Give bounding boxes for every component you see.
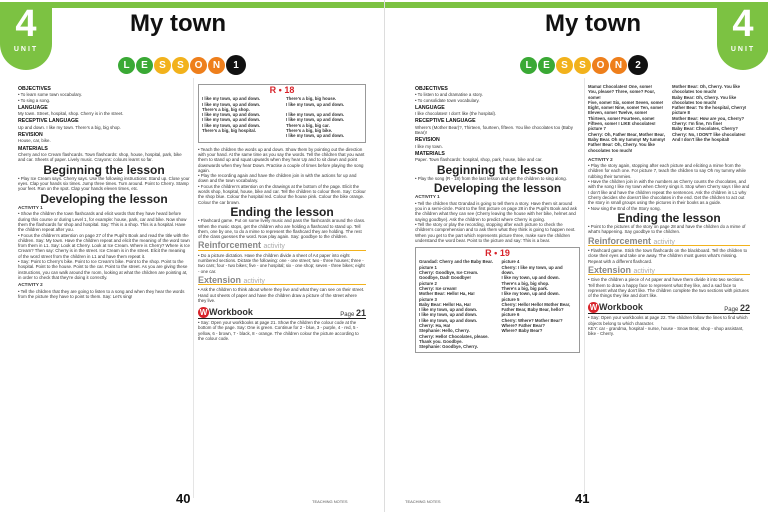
recording-label: R • 19 [485,248,510,259]
song-box [198,84,366,143]
header-bar [385,2,719,8]
activity1-text: • Show the children the town flashcards and elicit words that they have heard before during this course or during Level 1, for example: house, park, car and bike. Now show them the flashcards for shop and hospital. Say: This is a shop. This is a hospital. Have the children repeat after you. • Focus the children's attention on page 27 of the Pupil's Book and read the title with the children. Say: My town. Have the children repeat and elicit the meaning of the word town from them in L1. Say: Look at Cherry. Look at Ice Cream. Where is Cherry? Where is Ice Cream? Then say: Cherry is in the street. Ice Cream is in the street. Elicit the meaning of the word street from the children in L1 and have them repeat it. • Say: Point to Cherry's bike. Point to Ice Cream's bike. Point to the shop. Point to the hospital. Point to the house. Point to the car. Point to the street. As you are giving these instructions, you can walk around the room, looking at what the children are pointing at, in order to check that they're doing it correctly. [18,211,190,280]
lesson-letter: E [136,57,153,74]
extension-heading: Extension activity [588,268,750,275]
footer-notes: TEACHING NOTES [405,499,441,504]
extension-heading: Extension activity [198,278,366,285]
page-number: 41 [575,491,590,506]
lesson-label [520,57,648,75]
activity2-heading: ACTIVITY 2 [588,156,613,162]
lesson-letter: N [610,57,627,74]
language-text: My town. Street, hospital, shop. Cherry is in the street. [18,111,124,117]
objective-item: • To sing a song. [18,97,51,103]
activity2-text: • Play the story again, stopping after each picture and eliciting a mime from the children for each one. For picture 7, teach the children to say Oh my tummy while rubbing their tummies. • Have the children join in with the numbers as Cherry counts the chocolates, and with the song I like my town when Cherry sings it. Stop when Cherry says I like and I don't like and have the children repeat the sentences. Ask the children in L1 why Cherry decides she doesn't like chocolates in the end. Get the children to act out the story in small groups using the pictures in their books as a guide. • Now sing the End of the Story song. [588,163,750,211]
workbook-page: Page 22 [724,303,750,314]
workbook-page: Page 21 [340,307,366,318]
lesson-letter: S [556,57,573,74]
story-script-1: Grandad: Cherry and the Baby Bear. picture 1 Cherry: Goodbye, Ice Cream. Goodbye, Dad! Goodbye! picture 2 Cherry: Ice cream! Mother Bear: Hello! Ha, Ha! picture 3 Baby Bear: Hello! Ha, Ha! I like my town, up and down. I like my town, up and down. I like my town, up and down. Cherry: Ha, Ha! Stephanie: Hello, Cherry. Cherry: Hello! Chocolates, please. Thank you. Goodbye. Stephanie: Goodbye, Cherry. [419,259,494,350]
revision-heading: REVISION [18,132,43,139]
revision-text: I like my town. [415,143,443,149]
lesson-letter: L [520,57,537,74]
right-column [198,84,366,341]
materials-text: Cherry and Ice Cream flashcards. Town flashcards: shop, house, hospital, park, bike and car. Sheets of paper. Lively music. Crayons: colours learnt so far. [18,151,182,163]
language-text: I like chocolates! I don't like (the hospital). [415,111,497,117]
activity2-text: • Tell the children that they are going to listen to a song and when they hear the words from the picture they have to point to them. Say: Let's sing! [18,288,185,299]
materials-heading: MATERIALS [18,145,48,152]
lesson-label [118,57,246,75]
workbook-section [198,307,366,341]
lesson-letter: N [208,57,225,74]
left-column [415,84,580,357]
revision-heading: REVISION [415,137,440,144]
materials-heading: MATERIALS [415,150,445,157]
extension-text: • Ask the children to think about where they live and what they can see on their street. Hand out sheets of paper and have the children draw a picture of the street where they live. [198,287,365,303]
page-title: My town [545,10,641,37]
lesson-letter: S [172,57,189,74]
receptive-heading: RECEPTIVE LANGUAGE [415,118,476,125]
beginning-text: • Play Ice Cream says. Cherry says. Use the following instructions: Stand up. Close your eyes. Clap your hands six times. Jump three times. Turn around. Point to Cherry. Stamp your feet. Run on the spot. Clap your hands eleven times, etc. [18,175,190,192]
page-number: 40 [176,491,191,506]
receptive-heading: RECEPTIVE LANGUAGE [18,118,79,125]
workbook-text: • Say: Open your workbooks at page 22. The children follow the lines to find which objects belong to which character. KEY: car - grandma, hospital - nurse, house - Snow Bear, shop - shop assistant, bike - Cherry. [588,315,748,337]
reinforcement-heading: Reinforcement activity [588,239,750,246]
lesson-letter: O [592,57,609,74]
objectives-heading: OBJECTIVES [415,86,448,92]
column-divider [584,78,585,498]
reinforcement-text: • Flashcard game. Stick the town flashcards on the blackboard. Tell the children to close their eyes and take one away. The children must guess what's missing. Repeat with a different flashcard. [588,248,748,264]
unit-badge [0,2,52,70]
story-script-4: Mother Bear: Oh, Cherry. You like chocolates too much! Baby Bear: Oh, Cherry. You like chocolates too much! Father Bear: To the hospital, Cherry! picture 8 Mother Bear: How are you, Cherry? Cherry: I'm fine, I'm fine! Baby Bear: Chocolates, Cherry? Cherry: No, I DON'T like chocolates! And I don't like the hospital! [672,84,747,142]
story-script-cont [588,84,750,153]
unit-badge [717,2,768,70]
lesson-letter: S [574,57,591,74]
beginning-heading: Beginning the lesson [43,162,165,177]
language-heading: LANGUAGE [18,104,48,111]
objective-item: • To learn some town vocabulary. [18,92,83,98]
developing-heading: Developing the lesson [40,191,168,206]
workbook-icon: W [589,303,598,313]
lesson-letter: L [118,57,135,74]
objective-item: • To consolidate town vocabulary. [415,97,480,103]
reinforcement-text: • Do a picture dictation. Have the children divide a sheet of A4 paper into eight numbered sections. Dictate the following: one - one street; two - three houses; three - two cars; four - two bikes; five - one hospital; six - one shop; seven - three bikes; eight - one car. [198,252,365,274]
activity1-text: • Tell the children that Grandad is going to tell them a story. Have them sit around you in a semi-circle. Point to the first picture on page 28 in the Pupil's Book and ask the children what they can see (Cherry leaving the house with her bike, helmet and saying goodbye). Ask the children to predict where Cherry is going. • Tell the story or play the recording, stopping after each picture to check the children's comprehension and to ask them what they think is going to happen next. When you get to the part which represents picture three, make sure the children understand the word bear. Point to the picture and say: This is a bear. [415,200,577,243]
workbook-icon: W [199,308,208,318]
activity1-heading: ACTIVITY 1 [18,205,43,211]
lesson-number: 2 [628,55,648,75]
ending-text: • Flashcard game. Put on some lively music and pass the flashcards around the class. When the music stops, get the children who are holding a flashcard to stand up. Tell them, one by one, to do a mime to represent the flashcard they are holding. The rest of the class guesses the word. Now play again. Say: goodbye to the children. [198,218,366,240]
lesson-number: 1 [226,55,246,75]
story-box [415,247,580,353]
activity1-heading: ACTIVITY 1 [415,194,440,200]
developing-heading: Developing the lesson [433,181,562,196]
objectives-heading: OBJECTIVES [18,86,51,92]
beginning-text: • Play the song (R - 18) from the last lesson and get the children to sing along. [415,175,567,181]
extension-text: • Give the children a piece of A4 paper and have them divide it into two sections. Tell them to draw a happy face to represent what they like, and a sad face to represent what they don't like. The children complete the two sections with pictures of the things they like and don't like. [588,277,749,299]
beginning-heading: Beginning the lesson [436,162,559,177]
right-column [588,84,750,337]
song-instructions: • Teach the children the words up and down. Show them by pointing out the direction with your hand. At the same time as you say the words. Tell the children that you want them to stand up and squat upwards when they hear Up and to sit down and point downwards when they hear Down. Practise a couple of times before playing the song again. • Play the recording again and have the children join in with the actions for up and down and the town vocabulary. • Focus the children's attention on the drawings at the bottom of the page. Elicit the words shop, hospital, house, bike and car. Tell the children to colour them. Say: Colour the shop blue. Colour the hospital red. Colour the house pink. Colour the bike orange. Colour the car brown. [198,146,366,205]
left-column [18,84,190,299]
workbook-heading: W Workbook [589,302,643,313]
receptive-text: Where's (Mother Bear)?, Thirteen, fourteen, fifteen. You like chocolates too (Baby Bear)! [415,124,573,136]
recording-label: R • 18 [269,85,295,95]
ending-text: • Point to the pictures of the story on page 28 and have the children do a mime of what's happening. Say goodbye to the children. [588,224,746,235]
unit-word: UNIT [13,46,39,53]
unit-number: 4 [15,3,37,45]
workbook-text: • Say: Open your workbooks at page 21. Show the children the colour code at the bottom of the page. Say: One is green. Continue for 2 - blue, 3 - purple, 4 - red, 5 - yellow, 6 - brown, 7 - black, 8 - orange. The children colour the picture according to the colour code. [198,320,359,341]
column-divider [193,78,194,498]
materials-text: Paper. Town flashcards: hospital, shop, park, house, bike and car. [415,157,543,163]
language-heading: LANGUAGE [415,104,445,111]
header-bar [50,2,384,8]
story-script-2: picture 4 Cherry: I like my town, up and down. I like my town, up and down. There's a big, big shop. There's a big, big park. I like my town, up and down. picture 5 Cherry: Hello! Hello! Mother Bear, Father Bear, Baby Bear, hello? picture 6 Cherry: Where? Mother Bear? Where? Father Bear? Where? Baby Bear? [501,259,571,334]
revision-text: House, car, bike. [18,138,51,144]
song-lyrics-1: I like my town, up and down. I like my town, up and down. There's a big, big shop. I like my town, up and down. I like my town, up and down. I like my town, up and down. There's a big, big hospital. [202,96,261,134]
lesson-letter: E [538,57,555,74]
unit-word: UNIT [730,46,756,53]
ending-heading: Ending the lesson [230,204,334,219]
song-lyrics-2: There's a big, big house. I like my town, up and down. I like my town, up and down. I like my town, up and down. There's a big, big car. There's a big, big bike. I like my town, up and down. [286,96,345,139]
right-page [384,0,768,512]
workbook-section [588,302,750,336]
receptive-text: Up and down. I like my town. There's a big, big shop. [18,124,121,130]
unit-number: 4 [732,3,754,45]
lesson-letter: S [154,57,171,74]
footer-notes: TEACHING NOTES [312,499,348,504]
workbook-heading: W Workbook [199,307,253,318]
ending-heading: Ending the lesson [617,210,721,225]
page-title: My town [130,10,226,37]
story-script-3: Mama! Chocolates! One, some! You, please? Three, some? Four, some! Five, some! Six, some! Seven, some! Eight, some! Nine, some! Ten, some! Eleven, some! Twelve, some! Thirteen, some! Fourteen, some! Fifteen, some! I LIKE chocolates! picture 7 Cherry: Oh, Father Bear, Mother Bear, Baby Bear. Oh my tummy! My tummy! Father Bear: Oh, Cherry. You like chocolates too much! [588,84,666,153]
lesson-letter: O [190,57,207,74]
reinforcement-heading: Reinforcement activity [198,243,366,250]
objective-item: • To listen to and dramatise a story. [415,92,483,98]
activity2-heading: ACTIVITY 2 [18,282,43,288]
